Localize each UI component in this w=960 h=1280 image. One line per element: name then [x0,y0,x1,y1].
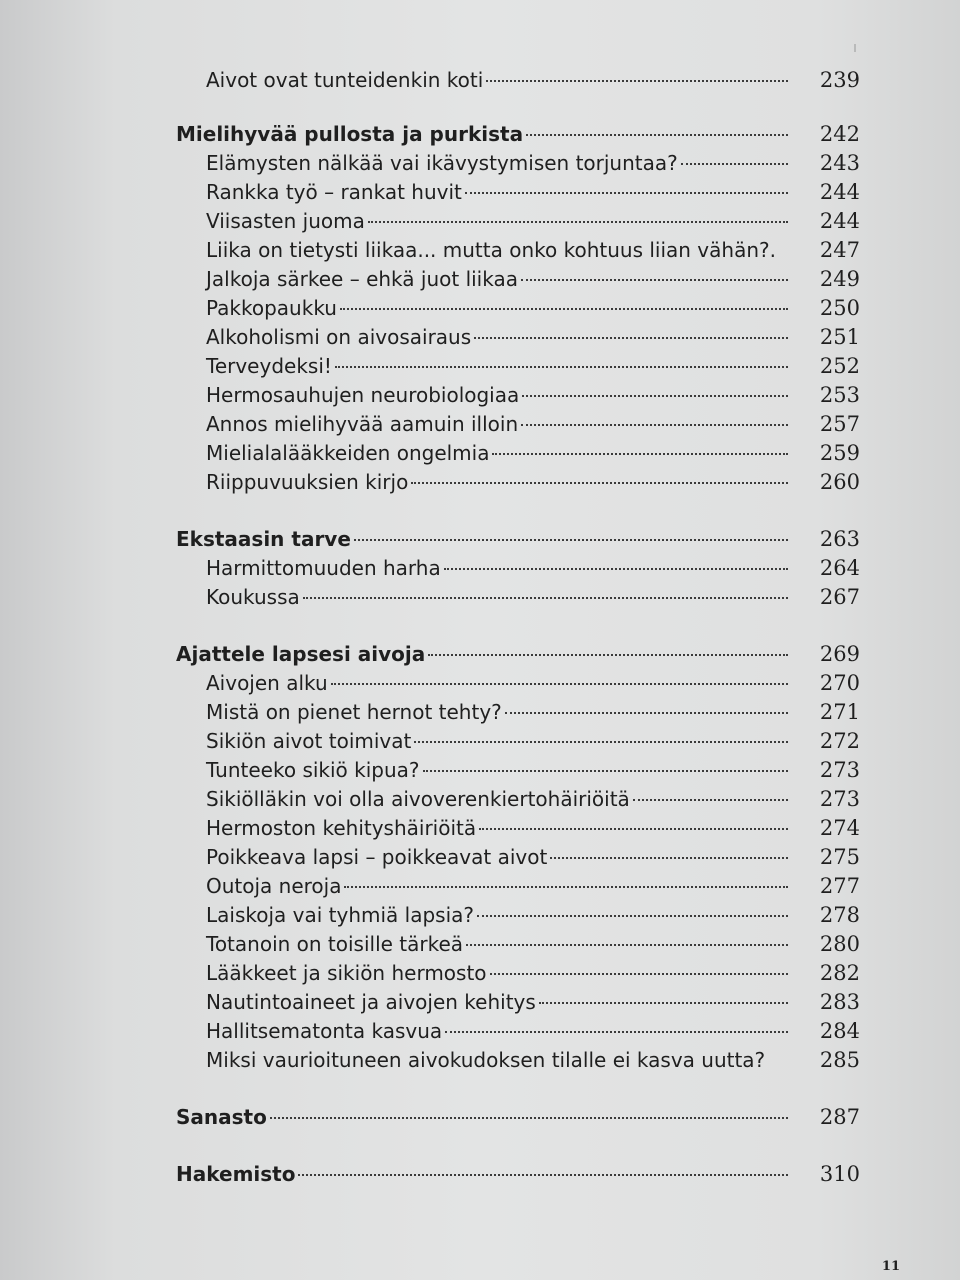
toc-entry-page: 278 [819,903,860,927]
leader-dots [428,654,788,656]
toc-entry [176,265,860,294]
leader-dots [465,192,788,194]
toc-entry [176,178,860,207]
leader-dots [344,886,788,888]
toc-entry-title: Sikiölläkin voi olla aivoverenkiertohäiriöitä [206,787,630,811]
toc-entry-page: 284 [819,1019,860,1043]
toc-entry-page: 267 [819,585,860,609]
toc-entry [176,410,860,439]
leader-dots [486,80,788,82]
toc-entry [176,236,860,265]
toc-entry [176,930,860,959]
toc-entry-title: Hermosauhujen neurobiologiaa [206,383,520,407]
toc-entry-title: Rankka työ – rankat huvit [206,180,462,204]
section-spacer [176,1075,860,1103]
toc-entry-title: Terveydeksi! [206,354,332,378]
toc-section-heading [176,640,860,669]
toc-entry-title: Alkoholismi on aivosairaus [206,325,472,349]
toc-entry [176,1017,860,1046]
toc-entry-title: Annos mielihyvää aamuin illoin [206,412,519,436]
toc-entry-page: 259 [819,441,860,465]
leader-dots [490,973,788,975]
toc-entry-title: Tunteeko sikiö kipua? [206,758,420,782]
leader-dots [539,1002,788,1004]
toc-entry-page: 257 [819,412,860,436]
toc-entry-title: Jalkoja särkee – ehkä juot liikaa [206,267,518,291]
toc-entry-page: 252 [819,354,860,378]
toc-entry [176,785,860,814]
table-of-contents [176,66,860,1189]
toc-entry-page: 264 [819,556,860,580]
toc-entry-page: 253 [819,383,860,407]
toc-entry-title: Sikiön aivot toimivat [206,729,412,753]
leader-dots [505,712,788,714]
toc-entry-title: Nautintoaineet ja aivojen kehitys [206,990,536,1014]
leader-dots [445,1031,788,1033]
toc-entry-page: 247 [819,238,860,262]
toc-entry-title: Hallitsematonta kasvua [206,1019,443,1043]
toc-entry-page: 274 [819,816,860,840]
toc-entry [176,669,860,698]
leader-dots [444,568,788,570]
toc-entry-page: 275 [819,845,860,869]
toc-section-heading [176,1103,860,1132]
leader-dots [779,250,788,252]
toc-section-heading [176,120,860,149]
leader-dots [633,799,788,801]
leader-dots [303,597,788,599]
toc-entry-page: 250 [819,296,860,320]
toc-entry [176,149,860,178]
toc-entry-title: Miksi vaurioituneen aivokudoksen tilalle ei kasva uutta? [206,1048,766,1072]
toc-entry-title: Mielialalääkkeiden ongelmia [206,441,490,465]
leader-dots [335,366,788,368]
toc-entry-page: 273 [819,787,860,811]
leader-dots [492,453,788,455]
section-spacer [176,612,860,640]
toc-entry-page: 277 [819,874,860,898]
toc-entry-title: Elämysten nälkää vai ikävystymisen torjuntaa? [206,151,678,175]
toc-section-heading-title: Mielihyvää pullosta ja purkista [176,122,524,146]
toc-entry-title: Koukussa [206,585,300,609]
page-number: 11 [881,1259,900,1274]
section-spacer [176,1132,860,1160]
toc-entry [176,583,860,612]
toc-entry [176,872,860,901]
toc-entry-title: Aivot ovat tunteidenkin koti [206,68,484,92]
toc-entry-title: Poikkeava lapsi – poikkeavat aivot [206,845,548,869]
toc-entry [176,698,860,727]
leader-dots [411,482,788,484]
leader-dots [340,308,788,310]
toc-entry [176,843,860,872]
leader-dots [414,741,788,743]
toc-entry-page: 244 [819,180,860,204]
leader-dots [477,915,788,917]
toc-section-heading-page: 287 [819,1105,860,1129]
toc-entry-page: 282 [819,961,860,985]
toc-entry-page: 270 [819,671,860,695]
toc-entry [176,1046,860,1075]
toc-section-heading-title: Sanasto [176,1105,267,1129]
toc-entry [176,468,860,497]
leader-dots [526,134,788,136]
toc-entry-page: 244 [819,209,860,233]
leader-dots [270,1117,788,1119]
leader-dots [354,539,788,541]
toc-entry-title: Liika on tietysti liikaa... mutta onko kohtuus liian vähän?. [206,238,776,262]
toc-entry-title: Hermoston kehityshäiriöitä [206,816,477,840]
toc-entry [176,988,860,1017]
leader-dots [521,424,788,426]
leader-dots [298,1174,788,1176]
leader-dots [522,395,788,397]
leader-dots [423,770,788,772]
toc-entry-page: 271 [819,700,860,724]
toc-entry-page: 260 [819,470,860,494]
toc-entry [176,756,860,785]
toc-entry-title: Mistä on pienet hernot tehty? [206,700,502,724]
toc-section-heading-page: 269 [819,642,860,666]
toc-entry-page: 272 [819,729,860,753]
leader-dots [474,337,788,339]
toc-entry-title: Laiskoja vai tyhmiä lapsia? [206,903,475,927]
toc-entry-title: Viisasten juoma [206,209,365,233]
toc-entry-title: Riippuvuuksien kirjo [206,470,409,494]
toc-section-heading-page: 263 [819,527,860,551]
toc-entry-page: 249 [819,267,860,291]
toc-entry [176,727,860,756]
leader-dots [466,944,788,946]
toc-section-heading-title: Ajattele lapsesi aivoja [176,642,426,666]
toc-entry [176,554,860,583]
toc-section-heading-title: Ekstaasin tarve [176,527,351,551]
toc-entry [176,439,860,468]
toc-entry-title: Lääkkeet ja sikiön hermosto [206,961,487,985]
toc-section-heading-page: 310 [819,1162,860,1186]
toc-entry-title: Outoja neroja [206,874,342,898]
toc-section-heading-page: 242 [819,122,860,146]
section-spacer [176,497,860,525]
toc-entry [176,207,860,236]
toc-sections [176,95,860,1189]
toc-entry-page: 283 [819,990,860,1014]
toc-entry [176,66,860,95]
page-mark [854,44,856,52]
toc-entry-title: Totanoin on toisille tärkeä [206,932,464,956]
leader-dots [550,857,788,859]
leader-dots [521,279,788,281]
toc-section-heading [176,1160,860,1189]
toc-entry-page: 243 [819,151,860,175]
toc-entry-page: 251 [819,325,860,349]
leader-dots [479,828,788,830]
toc-entry-page: 273 [819,758,860,782]
toc-entry [176,352,860,381]
toc-entry [176,381,860,410]
toc-section-heading [176,525,860,554]
section-spacer [176,95,860,120]
toc-entry-title: Pakkopaukku [206,296,337,320]
toc-entry [176,901,860,930]
toc-entry [176,323,860,352]
toc-entry [176,294,860,323]
leader-dots [768,1060,788,1062]
toc-entry-title: Harmittomuuden harha [206,556,441,580]
toc-entry-page: 239 [819,68,860,92]
leader-dots [331,683,788,685]
toc-entry-page: 280 [819,932,860,956]
toc-section-heading-title: Hakemisto [176,1162,296,1186]
toc-entry [176,959,860,988]
leader-dots [681,163,788,165]
leader-dots [368,221,788,223]
toc-entry [176,814,860,843]
toc-entry-title: Aivojen alku [206,671,328,695]
toc-entry-page: 285 [819,1048,860,1072]
